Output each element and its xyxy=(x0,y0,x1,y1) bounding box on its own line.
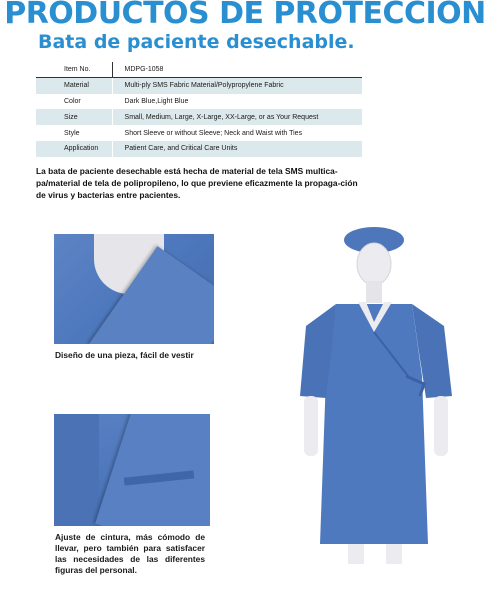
gown-mannequin-image xyxy=(296,226,456,566)
spec-label: Application xyxy=(36,141,112,157)
spec-label: Color xyxy=(36,94,112,110)
spec-row-application xyxy=(36,141,362,157)
spec-value: Dark Blue,Light Blue xyxy=(112,94,362,110)
product-description: La bata de paciente desechable está hecha de material de tela SMS multica-pa/material de tela de polipropileno, lo que previene eficazmente la propaga-ción de virus y bacterias entre pacientes. xyxy=(36,166,358,200)
product-subtitle: Bata de paciente desechable. xyxy=(38,31,355,53)
neck-detail-photo xyxy=(54,234,214,344)
waist-detail-photo xyxy=(54,414,210,526)
spec-row-size xyxy=(36,109,362,125)
waist-detail-caption: Ajuste de cintura, más cómodo de llevar, pero también para satisfacer las necesidades de las diferentes figuras del personal. xyxy=(55,532,205,575)
spec-label: Style xyxy=(36,125,112,141)
spec-label: Size xyxy=(36,109,112,125)
left-arm xyxy=(304,396,318,456)
spec-row-material xyxy=(36,78,362,94)
right-arm xyxy=(434,396,448,456)
spec-label: Material xyxy=(36,78,112,94)
spec-row-color xyxy=(36,94,362,110)
gown-body xyxy=(320,304,428,544)
right-leg xyxy=(386,544,402,564)
spec-value: Multi-ply SMS Fabric Material/Polypropylene Fabric xyxy=(112,78,362,94)
spec-value: Small, Medium, Large, X-Large, XX-Large, or as Your Request xyxy=(112,109,362,125)
spec-table xyxy=(36,62,362,157)
mannequin-head xyxy=(357,243,391,285)
mannequin-neck xyxy=(366,281,382,303)
spec-value: MDPG-1058 xyxy=(112,62,362,78)
spec-row-item-no xyxy=(36,62,362,78)
page-title: PRODUCTOS DE PROTECCION xyxy=(4,0,486,31)
neck-detail-caption: Diseño de una pieza, fácil de vestir xyxy=(55,350,194,360)
gown-sleeve xyxy=(54,414,99,526)
left-leg xyxy=(348,544,364,564)
spec-label: Item No. xyxy=(36,62,112,78)
spec-value: Patient Care, and Critical Care Units xyxy=(112,141,362,157)
spec-value: Short Sleeve or without Sleeve; Neck and Waist with Ties xyxy=(112,125,362,141)
spec-row-style xyxy=(36,125,362,141)
